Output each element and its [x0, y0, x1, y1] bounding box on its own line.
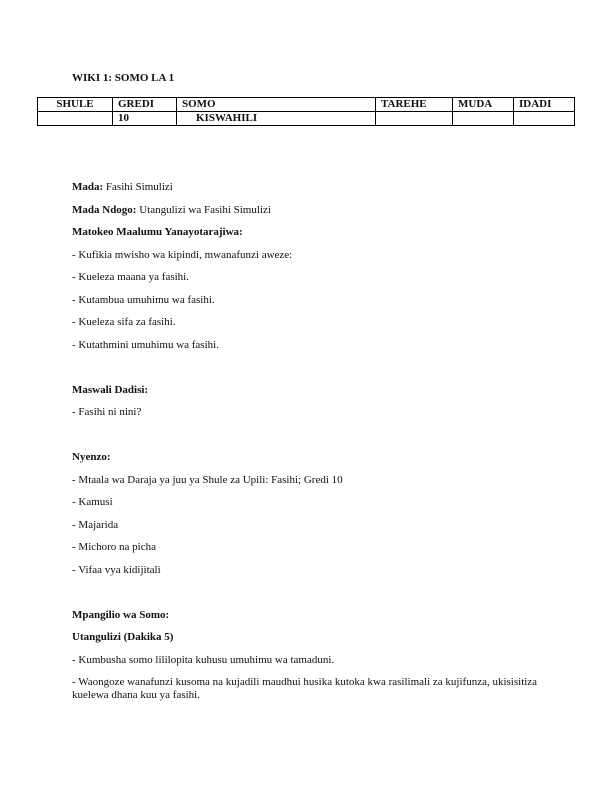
matokeo-heading-text: Matokeo Maalumu Yanayotarajiwa:	[72, 226, 243, 238]
header-somo: SOMO	[177, 98, 376, 112]
header-muda: MUDA	[453, 98, 514, 112]
list-item: - Michoro na picha	[72, 541, 156, 553]
list-item: - Fasihi ni nini?	[72, 406, 142, 418]
cell-idadi	[514, 112, 575, 126]
mada-ndogo-label: Mada Ndogo:	[72, 204, 137, 216]
mpangilio-heading-text: Mpangilio wa Somo:	[72, 609, 170, 621]
cell-tarehe	[376, 112, 453, 126]
list-item: - Kamusi	[72, 496, 113, 508]
cell-gredi: 10	[113, 112, 177, 126]
matokeo-heading	[72, 226, 243, 239]
nyenzo-heading	[72, 451, 111, 464]
utangulizi-heading-text: Utangulizi (Dakika 5)	[72, 631, 174, 643]
mada-label: Mada:	[72, 181, 104, 193]
header-gredi: GREDI	[113, 98, 177, 112]
maswali-heading-text: Maswali Dadisi:	[72, 384, 149, 396]
mada-ndogo-value: Utangulizi wa Fasihi Simulizi	[136, 204, 271, 216]
table-header-row	[38, 98, 575, 112]
nyenzo-heading-text: Nyenzo:	[72, 451, 111, 463]
list-item: - Waongoze wanafunzi kusoma na kujadili maudhui husika kutoka kwa rasilimali za kujifunza, ukisisitiza kuelewa dhana kuu ya fasihi.	[72, 676, 538, 701]
table-row	[38, 112, 575, 126]
list-item: - Kutathmini umuhimu wa fasihi.	[72, 339, 219, 351]
cell-shule	[38, 112, 113, 126]
header-shule: SHULE	[38, 98, 113, 112]
cell-somo: KISWAHILI	[177, 112, 376, 126]
mada-line	[72, 181, 173, 194]
list-item: - Kumbusha somo lililopita kuhusu umuhimu wa tamaduni.	[72, 654, 335, 666]
cell-muda	[453, 112, 514, 126]
mada-ndogo-line	[72, 204, 271, 217]
mada-value: Fasihi Simulizi	[103, 181, 173, 193]
lesson-info-table	[37, 97, 575, 126]
list-item: - Kueleza maana ya fasihi.	[72, 271, 189, 283]
utangulizi-heading	[72, 631, 173, 644]
maswali-heading	[72, 384, 148, 397]
header-idadi: IDADI	[514, 98, 575, 112]
mpangilio-heading	[72, 609, 169, 622]
header-tarehe: TAREHE	[376, 98, 453, 112]
page-title: WIKI 1: SOMO LA 1	[72, 72, 175, 84]
list-item: - Kueleza sifa za fasihi.	[72, 316, 176, 328]
list-item: - Vifaa vya kidijitali	[72, 564, 161, 576]
list-item: - Mtaala wa Daraja ya juu ya Shule za Upili: Fasihi; Gredi 10	[72, 474, 343, 486]
list-item: - Kutambua umuhimu wa fasihi.	[72, 294, 215, 306]
list-item: - Kufikia mwisho wa kipindi, mwanafunzi aweze:	[72, 249, 293, 261]
list-item: - Majarida	[72, 519, 119, 531]
